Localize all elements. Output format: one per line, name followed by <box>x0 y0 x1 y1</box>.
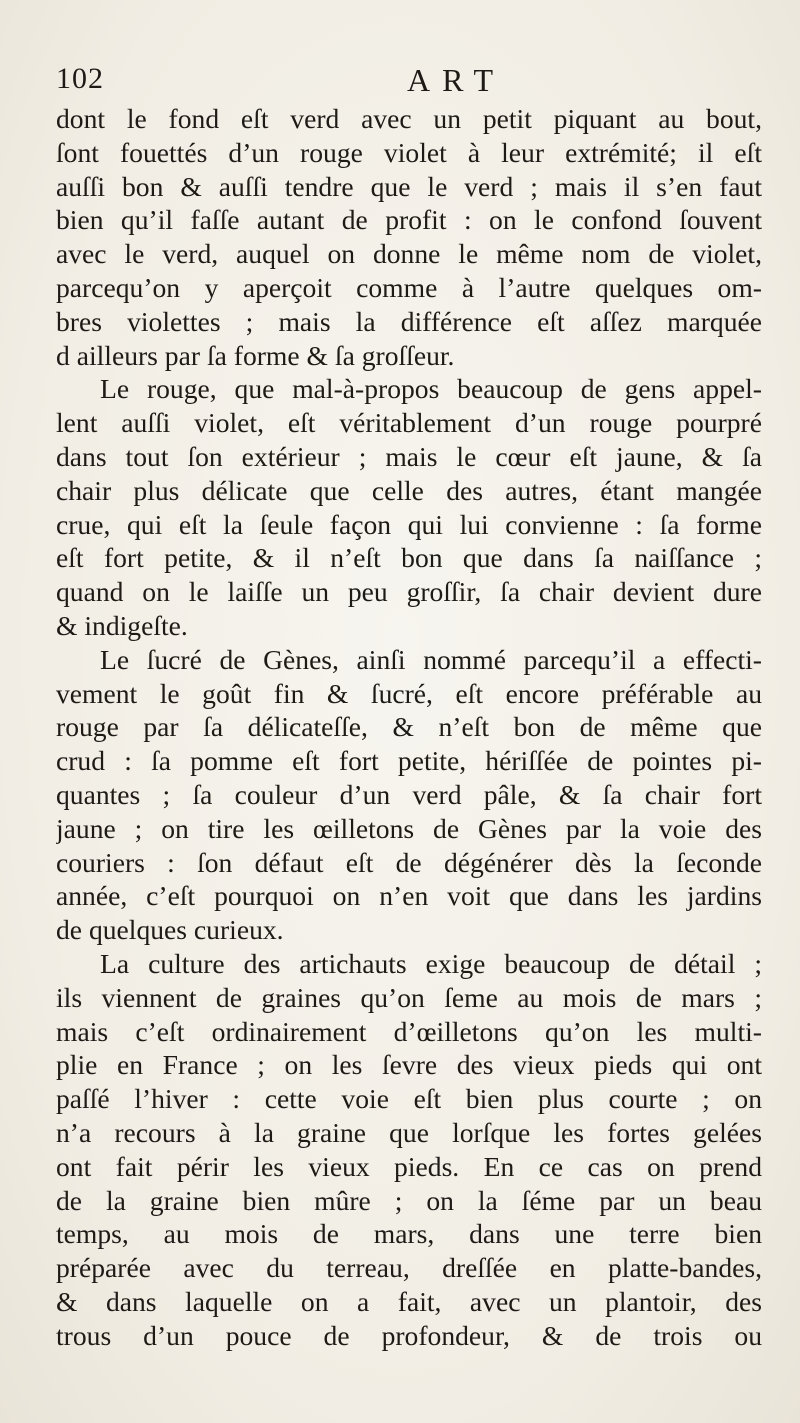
page-header <box>56 62 762 102</box>
text-line: Le rouge, que mal-à-propos beaucoup de gens appel- <box>100 373 762 405</box>
text-line: quand on le laiſſe un peu groſſir, ſa chair devient dure <box>56 576 762 608</box>
text-line: jaune ; on tire les œilletons de Gènes par la voie des <box>56 812 762 844</box>
text-line: & indigeſte. <box>56 609 188 641</box>
text-line: paſſé l’hiver : cette voie eſt bien plus courte ; on <box>56 1083 762 1115</box>
text-line: plie en France ; on les ſevre des vieux pieds qui ont <box>56 1049 762 1081</box>
text-line: ſont fouettés d’un rouge violet à leur extrémité; il eſt <box>56 136 762 168</box>
text-line: ont fait périr les vieux pieds. En ce cas on prend <box>56 1150 762 1182</box>
text-line: avec le verd, auquel on donne le même nom de violet, <box>56 238 762 270</box>
text-line: dont le fond eſt verd avec un petit piquant au bout, <box>56 103 762 134</box>
text-line: n’a recours à la graine que lorſque les fortes gelées <box>56 1116 762 1148</box>
text-line: parcequ’on y aperçoit comme à l’autre quelques om- <box>56 271 762 303</box>
body-text <box>56 102 762 1352</box>
text-line: rouge par ſa délicateſſe, & n’eſt bon de même que <box>56 711 762 743</box>
text-line: bres violettes ; mais la différence eſt aſſez marquée <box>56 305 762 337</box>
text-line: eſt fort petite, & il n’eſt bon que dans ſa naiſſance ; <box>56 542 762 574</box>
text-line: année, c’eſt pourquoi on n’en voit que dans les jardins <box>56 880 762 912</box>
text-line: de la graine bien mûre ; on la ſéme par un beau <box>56 1184 762 1216</box>
text-line: quantes ; ſa couleur d’un verd pâle, & ſa chair fort <box>56 778 762 810</box>
text-line: bien qu’il faſſe autant de profit : on le confond ſouvent <box>56 204 762 236</box>
text-line: temps, au mois de mars, dans une terre bien <box>56 1218 762 1250</box>
text-line: mais c’eſt ordinairement d’œilletons qu’on les multi- <box>56 1015 762 1047</box>
text-line: d ailleurs par ſa forme & ſa groſſeur. <box>56 339 455 371</box>
text-line: préparée avec du terreau, dreſſée en platte-bandes, <box>56 1252 762 1284</box>
text-line: La culture des artichauts exige beaucoup de détail ; <box>100 947 762 979</box>
text-line: vement le goût fin & ſucré, eſt encore préférable au <box>56 677 762 709</box>
text-line: de quelques curieux. <box>56 914 284 946</box>
text-line: lent auſſi violet, eſt véritablement d’un rouge pourpré <box>56 407 762 439</box>
text-line: ils viennent de graines qu’on ſeme au mois de mars ; <box>56 981 762 1013</box>
text-line: trous d’un pouce de profondeur, & de trois ou <box>56 1319 762 1351</box>
text-line: crue, qui eſt la ſeule façon qui lui convienne : ſa forme <box>56 508 762 540</box>
running-title: ART <box>406 62 506 98</box>
text-line: dans tout ſon extérieur ; mais le cœur eſt jaune, & ſa <box>56 440 762 472</box>
text-line: auſſi bon & auſſi tendre que le verd ; mais il s’en faut <box>56 170 762 202</box>
text-line: crud : ſa pomme eſt fort petite, hériſſée de pointes pi- <box>56 745 762 777</box>
page-number: 102 <box>56 62 104 95</box>
text-line: Le ſucré de Gènes, ainſi nommé parcequ’il a effecti- <box>100 643 762 675</box>
text-line: chair plus délicate que celle des autres, étant mangée <box>56 474 762 506</box>
text-line: & dans laquelle on a fait, avec un plantoir, des <box>56 1285 762 1317</box>
text-line: couriers : ſon défaut eſt de dégénérer dès la ſeconde <box>56 846 762 878</box>
